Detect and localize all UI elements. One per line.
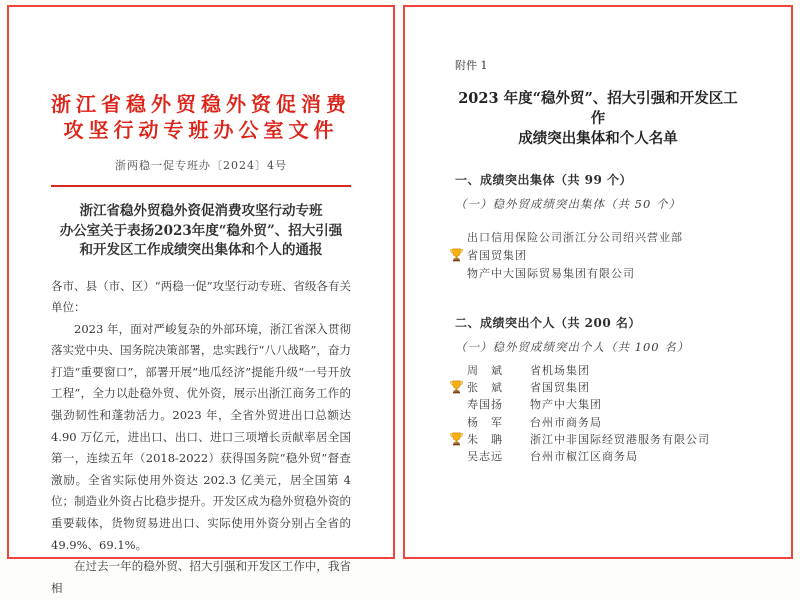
person-name: 张 斌	[467, 379, 530, 395]
person-org: 台州市椒江区商务局	[530, 448, 638, 464]
trophy-icon	[448, 379, 464, 395]
person-org: 物产中大集团	[530, 396, 602, 412]
person-name: 杨 军	[467, 414, 530, 430]
icon-spacer	[448, 414, 464, 430]
section2-heading: 二、成绩突出个人（共 200 名）	[455, 314, 741, 331]
page-right	[403, 5, 793, 559]
person-org: 省国贸集团	[530, 379, 590, 395]
person-name: 周 斌	[467, 362, 530, 378]
letterhead-title-line1: 浙江省稳外贸稳外资促消费	[51, 91, 351, 117]
icon-spacer	[448, 362, 464, 378]
person-org: 省机场集团	[530, 362, 590, 378]
list-item	[467, 447, 741, 464]
document-number: 浙两稳一促专班办〔2024〕4号	[51, 157, 351, 173]
collective-list	[467, 228, 741, 282]
list-item	[467, 361, 741, 378]
list-item	[467, 264, 741, 282]
section2-subheading: （一）稳外贸成绩突出个人（共 100 名）	[455, 339, 741, 355]
page-left	[7, 5, 395, 559]
document-body	[51, 276, 351, 599]
person-org: 浙江中非国际经贸港服务有限公司	[530, 431, 710, 447]
section1-heading: 一、成绩突出集体（共 99 个）	[455, 171, 741, 188]
attachment-title-line2: 成绩突出集体和个人名单	[455, 129, 741, 149]
attachment-label: 附件 1	[455, 57, 741, 73]
collective-name: 物产中大国际贸易集团有限公司	[467, 265, 635, 281]
letterhead-title	[51, 91, 351, 143]
body-paragraph-2: 在过去一年的稳外贸、招大引强和开发区工作中，我省相	[51, 556, 351, 599]
attachment-title	[455, 89, 741, 149]
list-item	[467, 413, 741, 430]
trophy-icon	[448, 431, 464, 447]
subject-line3: 和开发区工作成绩突出集体和个人的通报	[51, 241, 351, 261]
right-page-content	[405, 57, 791, 465]
person-name: 寿国扬	[467, 396, 530, 412]
list-item	[467, 246, 741, 264]
person-name: 吴志远	[467, 448, 530, 464]
list-item	[467, 396, 741, 413]
individual-list	[467, 361, 741, 465]
section1-subheading: （一）稳外贸成绩突出集体（共 50 个）	[455, 196, 741, 212]
subject-line1: 浙江省稳外贸稳外资促消费攻坚行动专班	[51, 202, 351, 222]
icon-spacer	[448, 265, 464, 281]
list-item	[467, 430, 741, 447]
list-item	[467, 378, 741, 395]
letterhead-title-line2: 攻坚行动专班办公室文件	[51, 117, 351, 143]
salutation: 各市、县（市、区）“两稳一促”攻坚行动专班、省级各有关单位：	[51, 276, 351, 319]
icon-spacer	[448, 229, 464, 245]
body-paragraph-1: 2023 年，面对严峻复杂的外部环境，浙江省深入贯彻落实党中央、国务院决策部署，忠实践行“八八战略”，奋力打造“重要窗口”，部署开展“地瓜经济”提能升级“一号开放工程”，全力以赴稳外贸、优外资，展示出浙江商务工作的强劲韧性和蓬勃活力。2023 年，全省外贸进出口总额达 4.90 万亿元，进出口、出口、进口三项增长贡献率居全国第一，连续五年（2018-2022）获得国务院“稳外贸”督查激励。全省实际使用外资达 202.3 亿美元，居全国第 4 位；制造业外资占比稳步提升。开发区成为稳外贸稳外资的重要载体，货物贸易进出口、实际使用外资分别占全省的 49.9%、69.1%。	[51, 319, 351, 557]
collective-name: 省国贸集团	[467, 247, 527, 263]
icon-spacer	[448, 396, 464, 412]
person-org: 台州市商务局	[530, 414, 602, 430]
icon-spacer	[448, 448, 464, 464]
person-name: 朱 聃	[467, 431, 530, 447]
list-item	[467, 228, 741, 246]
left-page-content	[9, 91, 393, 599]
collective-name: 出口信用保险公司浙江分公司绍兴营业部	[467, 229, 683, 245]
red-divider-rule	[51, 185, 351, 187]
attachment-title-line1: 2023 年度“稳外贸”、招大引强和开发区工作	[455, 89, 741, 129]
subject-heading	[51, 202, 351, 261]
trophy-icon	[448, 247, 464, 263]
subject-line2: 办公室关于表扬2023年度“稳外贸”、招大引强	[51, 222, 351, 242]
